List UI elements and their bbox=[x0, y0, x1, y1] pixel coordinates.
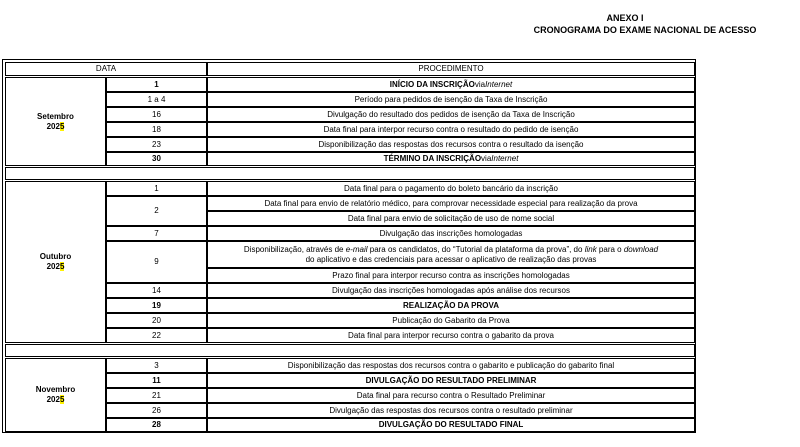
date-cell: 30 bbox=[106, 152, 207, 166]
procedure-cell: Data final para envio de relatório médico, para comprovar necessidade especial para realização da prova bbox=[207, 196, 695, 211]
date-cell: 22 bbox=[106, 328, 207, 343]
procedure-cell: Disponibilização das respostas dos recursos contra o resultado da isenção bbox=[207, 137, 695, 152]
procedure-cell: Publicação do Gabarito da Prova bbox=[207, 313, 695, 328]
header-procedure: PROCEDIMENTO bbox=[207, 62, 695, 76]
date-cell: 26 bbox=[106, 403, 207, 418]
procedure-cell: Data final para recurso contra o Resultado Preliminar bbox=[207, 388, 695, 403]
month-name: Novembro bbox=[35, 385, 76, 394]
document-title: CRONOGRAMA DO EXAME NACIONAL DE ACESSO bbox=[533, 25, 757, 35]
procedure-cell: Período para pedidos de isenção da Taxa de Inscrição bbox=[207, 92, 695, 107]
month-name: Setembro bbox=[37, 111, 74, 121]
header-date: DATA bbox=[5, 62, 207, 76]
procedure-cell: Data final para envio de solicitação de uso de nome social bbox=[207, 211, 695, 226]
date-cell: 28 bbox=[106, 418, 207, 432]
date-cell: 9 bbox=[106, 241, 207, 283]
procedure-cell: Divulgação das inscrições homologadas bbox=[207, 226, 695, 241]
date-cell: 18 bbox=[106, 122, 207, 137]
procedure-cell: Data final para o pagamento do boleto bancário da inscrição bbox=[207, 181, 695, 196]
date-cell: 2 bbox=[106, 196, 207, 226]
month-year: 2025 bbox=[46, 395, 65, 404]
spacer-row bbox=[5, 167, 695, 180]
annex-label: ANEXO I bbox=[606, 13, 644, 23]
date-cell: 1 a 4 bbox=[106, 92, 207, 107]
date-cell: 1 bbox=[106, 77, 207, 92]
procedure-cell: Data final para interpor recurso contra o gabarito da prova bbox=[207, 328, 695, 343]
month-novembro bbox=[5, 358, 106, 432]
date-cell: 20 bbox=[106, 313, 207, 328]
procedure-cell: DIVULGAÇÃO DO RESULTADO PRELIMINAR bbox=[207, 373, 695, 388]
date-cell: 19 bbox=[106, 298, 207, 313]
procedure-cell: Divulgação do resultado dos pedidos de isenção da Taxa de Inscrição bbox=[207, 107, 695, 122]
procedure-cell: Prazo final para interpor recurso contra as inscrições homologadas bbox=[207, 268, 695, 283]
month-year: 2025 bbox=[46, 121, 65, 131]
spacer-row bbox=[5, 344, 695, 357]
procedure-cell: Divulgação das respostas dos recursos contra o resultado preliminar bbox=[207, 403, 695, 418]
date-cell: 16 bbox=[106, 107, 207, 122]
date-cell: 11 bbox=[106, 373, 207, 388]
procedure-cell: DIVULGAÇÃO DO RESULTADO FINAL bbox=[207, 418, 695, 432]
schedule-table bbox=[2, 59, 696, 433]
procedure-cell: Divulgação das inscrições homologadas após análise dos recursos bbox=[207, 283, 695, 298]
procedure-cell: REALIZAÇÃO DA PROVA bbox=[207, 298, 695, 313]
date-cell: 23 bbox=[106, 137, 207, 152]
month-setembro bbox=[5, 77, 106, 166]
procedure-cell: Disponibilização, através de e-mail para os candidatos, do “Tutorial da plataforma da prova”, do link para o download do aplicativo e das credenciais para acessar o aplicativo de realização das provas bbox=[207, 241, 695, 268]
procedure-cell: Disponibilização das respostas dos recursos contra o gabarito e publicação do gabarito final bbox=[207, 358, 695, 373]
month-outubro bbox=[5, 181, 106, 343]
procedure-cell: Data final para interpor recurso contra o resultado do pedido de isenção bbox=[207, 122, 695, 137]
date-cell: 7 bbox=[106, 226, 207, 241]
date-cell: 14 bbox=[106, 283, 207, 298]
date-cell: 3 bbox=[106, 358, 207, 373]
month-year: 2025 bbox=[46, 262, 65, 271]
procedure-cell: INÍCIO DA INSCRIÇÃO via Internet bbox=[207, 77, 695, 92]
date-cell: 1 bbox=[106, 181, 207, 196]
procedure-cell: TÉRMINO DA INSCRIÇÃO via Internet bbox=[207, 152, 695, 166]
month-name: Outubro bbox=[39, 252, 72, 261]
date-cell: 21 bbox=[106, 388, 207, 403]
